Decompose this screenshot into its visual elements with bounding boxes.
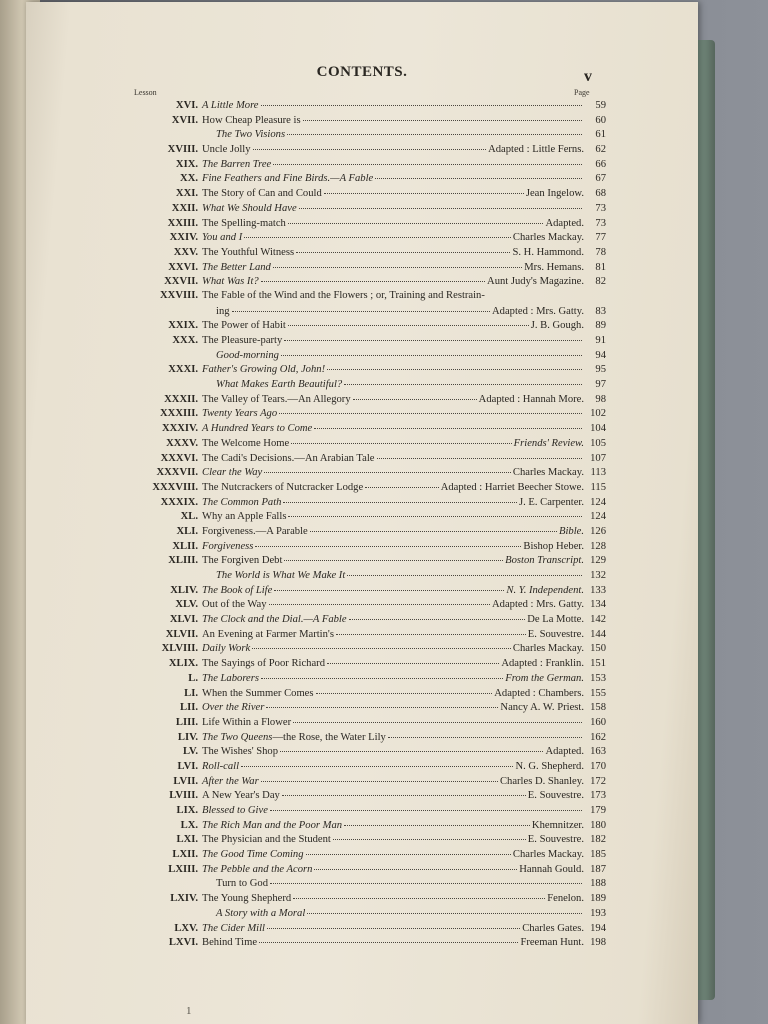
page-number: 134 bbox=[590, 599, 606, 611]
lesson-title: The Nutcrackers of Nutcracker Lodge bbox=[202, 481, 364, 493]
lesson-title: ing bbox=[216, 305, 230, 317]
dot-leader bbox=[293, 889, 545, 899]
lesson-title: Father's Growing Old, John! bbox=[202, 364, 326, 376]
dot-leader bbox=[324, 184, 524, 194]
lesson-column-label: Lesson bbox=[134, 88, 157, 97]
dot-leader bbox=[253, 140, 487, 150]
dot-leader bbox=[270, 801, 582, 811]
dot-leader bbox=[288, 507, 582, 517]
lesson-number: XXXVIII. bbox=[152, 481, 198, 493]
lesson-title: You and I bbox=[202, 232, 243, 244]
lesson-title: Life Within a Flower bbox=[202, 716, 292, 728]
lesson-author: Adapted : Mrs. Gatty. bbox=[492, 599, 584, 611]
lesson-title: What Makes Earth Beautiful? bbox=[216, 379, 343, 391]
page-column-label: Page bbox=[574, 88, 590, 97]
lesson-author: Adapted : Mrs. Gatty. bbox=[492, 305, 584, 317]
lesson-number: XXIV. bbox=[169, 232, 198, 244]
lesson-number: XXIII. bbox=[167, 217, 198, 229]
page-number: 158 bbox=[590, 702, 606, 714]
page-number: 150 bbox=[590, 643, 606, 655]
lesson-title: Uncle Jolly bbox=[202, 144, 251, 156]
dot-leader bbox=[232, 302, 490, 312]
page-number: 170 bbox=[590, 760, 606, 772]
lesson-title: What We Should Have bbox=[202, 202, 297, 214]
lesson-number: XLII. bbox=[172, 540, 198, 552]
page-number: 95 bbox=[595, 364, 606, 376]
lesson-author: Boston Transcript. bbox=[505, 555, 584, 567]
dot-leader bbox=[336, 625, 526, 635]
page-number: 124 bbox=[590, 511, 606, 523]
lesson-number: LXV. bbox=[174, 922, 198, 934]
lesson-title: The Clock and the Dial.—A Fable bbox=[202, 614, 347, 626]
lesson-title: The Cadi's Decisions.—An Arabian Tale bbox=[202, 452, 375, 464]
lesson-author: Friends' Review. bbox=[513, 437, 584, 449]
dot-leader bbox=[327, 360, 582, 370]
lesson-author: Jean Ingelow. bbox=[525, 188, 584, 200]
dot-leader bbox=[303, 111, 582, 121]
lesson-author: Bishop Heber. bbox=[523, 540, 584, 552]
lesson-author: De La Motte. bbox=[527, 614, 584, 626]
lesson-title: Turn to God bbox=[216, 878, 269, 890]
lesson-number: LXI. bbox=[176, 834, 198, 846]
lesson-title: Forgiveness bbox=[202, 540, 254, 552]
dot-leader bbox=[388, 728, 582, 738]
lesson-title: The Common Path bbox=[202, 496, 282, 508]
page-number: 133 bbox=[590, 584, 606, 596]
dot-leader bbox=[310, 522, 557, 532]
dot-leader bbox=[266, 698, 498, 708]
lesson-number: L. bbox=[188, 672, 198, 684]
page-number: 151 bbox=[590, 658, 606, 670]
page-number: 115 bbox=[590, 481, 606, 493]
lesson-title: Forgiveness.—A Parable bbox=[202, 525, 308, 537]
lesson-author: Adapted : Chambers. bbox=[494, 687, 584, 699]
lesson-title: When the Summer Comes bbox=[202, 687, 314, 699]
toc-entry bbox=[126, 935, 606, 950]
lesson-number: XXXI. bbox=[168, 364, 198, 376]
page-number: 89 bbox=[595, 320, 606, 332]
lesson-title: The Rich Man and the Poor Man bbox=[202, 819, 343, 831]
lesson-title: The World is What We Make It bbox=[216, 570, 346, 581]
lesson-author: Aunt Judy's Magazine. bbox=[487, 276, 584, 288]
toc-entry bbox=[126, 274, 606, 289]
lesson-number: XX. bbox=[180, 173, 198, 185]
dot-leader bbox=[252, 639, 511, 649]
page-number: 185 bbox=[590, 849, 606, 861]
dot-leader bbox=[327, 654, 499, 664]
page-number: 189 bbox=[590, 893, 606, 905]
dot-leader bbox=[353, 390, 477, 400]
lesson-number: XXXIV. bbox=[161, 423, 198, 435]
lesson-title: How Cheap Pleasure is bbox=[202, 114, 301, 126]
dot-leader bbox=[274, 581, 504, 591]
dot-leader bbox=[344, 375, 582, 385]
dot-leader bbox=[244, 228, 511, 238]
lesson-number: LXVI. bbox=[168, 937, 198, 949]
dot-leader bbox=[267, 919, 520, 929]
lesson-number: XXV. bbox=[173, 246, 198, 258]
dot-leader bbox=[261, 96, 583, 106]
lesson-author: Adapted : Hannah More. bbox=[478, 393, 584, 405]
page-number: 182 bbox=[590, 834, 606, 846]
table-of-contents bbox=[126, 98, 606, 950]
page-number: 132 bbox=[590, 570, 606, 581]
lesson-title: Clear the Way bbox=[202, 467, 263, 479]
lesson-number: XVII. bbox=[171, 114, 198, 126]
footer-mark: 1 bbox=[186, 1005, 192, 1017]
book-page bbox=[26, 2, 698, 1024]
lesson-title: The Book of Life bbox=[202, 584, 273, 596]
lesson-number: XIX. bbox=[175, 158, 198, 170]
lesson-title: The Physician and the Student bbox=[202, 834, 331, 846]
lesson-title: Daily Work bbox=[202, 643, 251, 655]
lesson-title: The Welcome Home bbox=[202, 437, 290, 449]
lesson-author: Khemnitzer. bbox=[531, 819, 584, 831]
page-number: 62 bbox=[595, 144, 606, 156]
page-number: 97 bbox=[595, 379, 606, 391]
lesson-number: LII. bbox=[180, 702, 198, 714]
dot-leader bbox=[377, 449, 583, 459]
lesson-title: The Pebble and the Acorn bbox=[202, 863, 313, 875]
lesson-number: XVIII. bbox=[167, 144, 198, 156]
dot-leader bbox=[284, 551, 503, 561]
dot-leader bbox=[375, 169, 582, 179]
lesson-author: N. G. Shepherd. bbox=[515, 760, 584, 772]
lesson-title: The Laborers bbox=[202, 672, 259, 684]
lesson-number: XL. bbox=[180, 511, 198, 523]
lesson-title: The Wishes' Shop bbox=[202, 746, 279, 758]
lesson-author: Charles D. Shanley. bbox=[499, 775, 584, 787]
dot-leader bbox=[287, 125, 582, 135]
dot-leader bbox=[241, 757, 513, 767]
lesson-title: A Hundred Years to Come bbox=[202, 423, 313, 435]
lesson-number: LXIV. bbox=[170, 893, 198, 905]
lesson-author: Adapted : Harriet Beecher Stowe. bbox=[440, 481, 584, 493]
lesson-number: XXXVI. bbox=[160, 452, 198, 464]
lesson-title: Blessed to Give bbox=[202, 805, 268, 816]
dot-leader bbox=[307, 904, 582, 914]
lesson-author: Bible. bbox=[558, 525, 584, 537]
dot-leader bbox=[261, 272, 485, 282]
lesson-number: LIII. bbox=[175, 716, 198, 728]
lesson-title: The Power of Habit bbox=[202, 320, 286, 332]
page-number: 73 bbox=[595, 202, 606, 214]
lesson-title: Behind Time bbox=[202, 937, 258, 949]
lesson-title: The Better Land bbox=[202, 261, 271, 273]
dot-leader bbox=[293, 713, 582, 723]
page-number: 198 bbox=[590, 937, 606, 949]
lesson-title: A Story with a Moral bbox=[216, 907, 306, 919]
page-number: 142 bbox=[590, 614, 606, 626]
lesson-number: LI. bbox=[184, 687, 198, 699]
lesson-number: XXVI. bbox=[168, 261, 198, 273]
page-number: 82 bbox=[595, 276, 606, 288]
page-number: 194 bbox=[590, 922, 606, 934]
lesson-author: Charles Mackay. bbox=[512, 849, 584, 861]
dot-leader bbox=[282, 786, 526, 796]
dot-leader bbox=[306, 845, 511, 855]
lesson-number: LVIII. bbox=[169, 790, 198, 802]
lesson-title: The Spelling-match bbox=[202, 217, 286, 229]
lesson-author: Charles Gates. bbox=[522, 922, 584, 934]
lesson-number: XXVII. bbox=[164, 276, 198, 288]
lesson-author: E. Souvestre. bbox=[527, 834, 584, 846]
page-number: 128 bbox=[590, 540, 606, 552]
lesson-title: The Barren Tree bbox=[202, 158, 272, 170]
dot-leader bbox=[264, 463, 511, 473]
page-number: 126 bbox=[590, 525, 606, 537]
page-number: 98 bbox=[595, 393, 606, 405]
page-number: 104 bbox=[590, 423, 606, 435]
lesson-title: The Forgiven Debt bbox=[202, 555, 283, 567]
lesson-author: From the German. bbox=[505, 672, 584, 684]
page-number: 113 bbox=[590, 467, 606, 479]
lesson-title: The Sayings of Poor Richard bbox=[202, 658, 325, 670]
page-number: 61 bbox=[595, 129, 606, 141]
page-number: 59 bbox=[595, 100, 606, 111]
lesson-number: LVII. bbox=[173, 775, 198, 787]
dot-leader bbox=[296, 243, 510, 253]
dot-leader bbox=[288, 214, 544, 224]
lesson-author: E. Souvestre. bbox=[527, 790, 584, 802]
page-number: 172 bbox=[590, 775, 606, 787]
lesson-author: Charles Mackay. bbox=[512, 232, 584, 244]
lesson-number: XLIII. bbox=[168, 555, 198, 567]
page-number: 193 bbox=[590, 907, 606, 919]
dot-leader bbox=[273, 155, 582, 165]
dot-leader bbox=[314, 860, 517, 870]
page-number: 66 bbox=[595, 158, 606, 170]
lesson-number: XXXII. bbox=[164, 393, 198, 405]
lesson-title: The Good Time Coming bbox=[202, 849, 304, 861]
lesson-number: XXVIII. bbox=[160, 289, 198, 301]
page-number: 67 bbox=[595, 173, 606, 185]
page-number: 153 bbox=[590, 672, 606, 684]
lesson-title: The Story of Can and Could bbox=[202, 188, 322, 200]
lesson-title: What Was It? bbox=[202, 276, 259, 288]
lesson-number: XLI. bbox=[176, 525, 198, 537]
lesson-author: Charles Mackay. bbox=[512, 467, 584, 479]
lesson-title-roman-part: —the Rose, the Water Lily bbox=[272, 731, 386, 743]
page-number: 188 bbox=[590, 878, 606, 890]
dot-leader bbox=[259, 933, 518, 943]
lesson-number: XLVIII. bbox=[161, 643, 198, 655]
lesson-number: LXII. bbox=[172, 849, 198, 861]
lesson-author: Fenelon. bbox=[547, 893, 584, 905]
lesson-number: LV. bbox=[182, 746, 198, 758]
lesson-number: LVI. bbox=[177, 760, 198, 772]
lesson-author: Hannah Gould. bbox=[519, 863, 584, 875]
lesson-title: The Cider Mill bbox=[202, 922, 265, 934]
lesson-title: Twenty Years Ago bbox=[202, 408, 278, 420]
dot-leader bbox=[299, 199, 582, 209]
lesson-author: N. Y. Independent. bbox=[506, 584, 584, 596]
lesson-title: A New Year's Day bbox=[202, 790, 280, 802]
lesson-title: Out of the Way bbox=[202, 599, 267, 611]
lesson-title: An Evening at Farmer Martin's bbox=[202, 628, 334, 640]
lesson-author: Mrs. Hemans. bbox=[524, 261, 584, 273]
page-number: 68 bbox=[595, 188, 606, 200]
lesson-number: XXI. bbox=[175, 188, 198, 200]
lesson-number: XLVII. bbox=[165, 628, 198, 640]
dot-leader bbox=[344, 816, 530, 826]
page-number: 105 bbox=[590, 437, 606, 449]
lesson-author: Adapted. bbox=[545, 746, 584, 758]
lesson-title: The Fable of the Wind and the Flowers ; or, Training and Restrain- bbox=[202, 289, 485, 301]
page-number: 73 bbox=[595, 217, 606, 229]
lesson-title: Roll-call bbox=[202, 760, 240, 772]
lesson-title: The Young Shepherd bbox=[202, 893, 292, 905]
page-number: 78 bbox=[595, 246, 606, 258]
lesson-title: Good-morning bbox=[216, 349, 279, 361]
page-number: 77 bbox=[595, 232, 606, 244]
lesson-number: XXXVII. bbox=[156, 467, 198, 479]
dot-leader bbox=[347, 566, 582, 576]
page-number: 187 bbox=[590, 863, 606, 875]
lesson-number: XXII. bbox=[171, 202, 198, 214]
dot-leader bbox=[270, 874, 582, 884]
lesson-author: Charles Mackay. bbox=[512, 643, 584, 655]
page-number: 60 bbox=[595, 114, 606, 126]
lesson-title: The Pleasure-party bbox=[202, 335, 283, 346]
dot-leader bbox=[316, 684, 493, 694]
lesson-title: The Valley of Tears.—An Allegory bbox=[202, 393, 351, 405]
dot-leader bbox=[314, 419, 582, 429]
dot-leader bbox=[349, 610, 526, 620]
lesson-number: XLIX. bbox=[168, 658, 198, 670]
lesson-number: XXXV. bbox=[166, 437, 198, 449]
lesson-number: XLVI. bbox=[169, 614, 198, 626]
page-number: 163 bbox=[590, 746, 606, 758]
lesson-number: XXXIX. bbox=[160, 496, 198, 508]
lesson-title: The Youthful Witness bbox=[202, 246, 295, 258]
lesson-number: LXIII. bbox=[168, 863, 198, 875]
dot-leader bbox=[333, 830, 526, 840]
dot-leader bbox=[261, 669, 503, 679]
lesson-title-italic-part: The Two Queens bbox=[202, 731, 273, 743]
lesson-title: Why an Apple Falls bbox=[202, 511, 287, 523]
lesson-number: LIX. bbox=[176, 805, 198, 816]
lesson-author: J. E. Carpenter. bbox=[518, 496, 584, 508]
page-number: 107 bbox=[590, 452, 606, 464]
page-number: 94 bbox=[595, 349, 606, 361]
dot-leader bbox=[273, 258, 522, 268]
lesson-title: After the War bbox=[202, 775, 259, 787]
dot-leader bbox=[283, 493, 517, 503]
page-number: 129 bbox=[590, 555, 606, 567]
lesson-author: Adapted. bbox=[545, 217, 584, 229]
lesson-number: XVI. bbox=[175, 100, 198, 111]
page-number: 81 bbox=[595, 261, 606, 273]
page-number: 162 bbox=[590, 731, 606, 743]
page-number: 102 bbox=[590, 408, 606, 420]
dot-leader bbox=[279, 404, 582, 414]
page-number: 83 bbox=[595, 305, 606, 317]
page-number: 179 bbox=[590, 805, 606, 816]
lesson-number: XLV. bbox=[175, 599, 198, 611]
lesson-number: LIV. bbox=[177, 731, 198, 743]
page-number: 173 bbox=[590, 790, 606, 802]
lesson-author: S. H. Hammond. bbox=[512, 246, 584, 258]
lesson-number: LX. bbox=[180, 819, 198, 831]
page-number: 160 bbox=[590, 716, 606, 728]
page-number: 155 bbox=[590, 687, 606, 699]
dot-leader bbox=[255, 537, 521, 547]
dot-leader bbox=[261, 772, 498, 782]
dot-leader bbox=[269, 595, 490, 605]
lesson-author: Freeman Hunt. bbox=[520, 937, 584, 949]
lesson-author: J. B. Gough. bbox=[530, 320, 584, 332]
lesson-number: XXX. bbox=[172, 335, 198, 346]
dot-leader bbox=[281, 346, 582, 356]
lesson-number: XLIV. bbox=[170, 584, 198, 596]
page-number: 180 bbox=[590, 819, 606, 831]
lesson-title: Fine Feathers and Fine Birds.—A Fable bbox=[202, 173, 374, 185]
lesson-author: Adapted : Franklin. bbox=[501, 658, 584, 670]
lesson-title: A Little More bbox=[202, 100, 259, 111]
dot-leader bbox=[280, 742, 543, 752]
lesson-author: Nancy A. W. Priest. bbox=[500, 702, 584, 714]
lesson-title: Over the River bbox=[202, 702, 265, 714]
dot-leader bbox=[365, 478, 439, 488]
lesson-number: XXIX. bbox=[168, 320, 198, 332]
lesson-number: XXXIII. bbox=[160, 408, 198, 420]
lesson-author: E. Souvestre. bbox=[527, 628, 584, 640]
dot-leader bbox=[288, 316, 529, 326]
page-title: CONTENTS. bbox=[316, 64, 408, 80]
page-number: 144 bbox=[590, 628, 606, 640]
dot-leader bbox=[291, 434, 511, 444]
lesson-title: The Two Visions bbox=[216, 129, 286, 141]
page-number: 91 bbox=[595, 335, 606, 346]
lesson-author: Adapted : Little Ferns. bbox=[488, 144, 584, 156]
page-number-roman: v bbox=[584, 68, 592, 85]
dot-leader bbox=[284, 331, 582, 341]
page-number: 124 bbox=[590, 496, 606, 508]
